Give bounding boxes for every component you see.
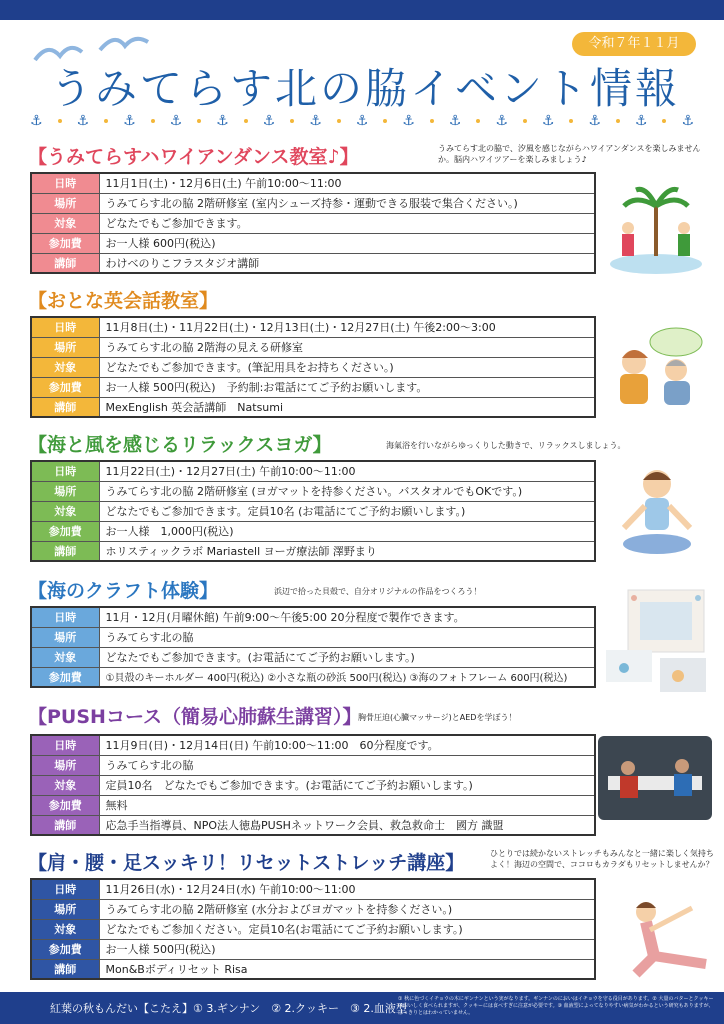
table-row [31, 173, 595, 193]
row-label: 日時 [31, 317, 99, 337]
event-table-push [30, 734, 596, 836]
row-label: 場所 [31, 193, 99, 213]
row-label: 日時 [31, 879, 99, 899]
shell-craft-photo [604, 588, 710, 696]
row-label: 講師 [31, 815, 99, 835]
row-label: 日時 [31, 461, 99, 481]
section-title-stretch: 【肩・腰・足スッキリ！リセットストレッチ講座】 [28, 852, 465, 874]
section-title-craft: 【海のクラフト体験】 [28, 580, 219, 602]
row-label: 場所 [31, 899, 99, 919]
table-row [31, 755, 595, 775]
row-label: 参加費 [31, 377, 99, 397]
table-row [31, 233, 595, 253]
table-row [31, 647, 595, 667]
table-row [31, 501, 595, 521]
event-table-craft [30, 606, 596, 688]
row-value: 11月8日(土)・11月22日(土)・12月13日(土)・12月27日(土) 午後2:00～3:00 [99, 317, 595, 337]
table-row [31, 253, 595, 273]
section-desc-stretch: ひとりでは続かないストレッチもみんなと一緒に楽しく気持ちよく！海辺の空間で、ココロもカラダもリセットしませんか？ [490, 849, 714, 869]
row-label: 日時 [31, 607, 99, 627]
table-row [31, 521, 595, 541]
page-title: うみてらす北の脇イベント情報 [49, 64, 680, 113]
row-label: 参加費 [31, 521, 99, 541]
table-row [31, 735, 595, 755]
row-label: 場所 [31, 627, 99, 647]
table-row [31, 959, 595, 979]
table-row [31, 481, 595, 501]
table-row [31, 667, 595, 687]
table-row [31, 879, 595, 899]
section-desc-push: 胸骨圧迫(心臓マッサージ)とAEDを学ぼう！ [358, 713, 517, 722]
row-label: 対象 [31, 647, 99, 667]
event-table-hawaiian [30, 172, 596, 274]
anchor-divider: ⚓ ⚓ ⚓ ⚓ ⚓ ⚓ ⚓ ⚓ ⚓ ⚓ ⚓ ⚓ ⚓ ⚓ ⚓ [30, 113, 694, 129]
row-value: 11月9日(日)・12月14日(日) 午前10:00～11:00 60分程度です。 [99, 735, 595, 755]
section-title-yoga: 【海と風を感じるリラックスヨガ】 [28, 434, 332, 456]
cpr-training-photo [598, 736, 712, 820]
row-value: 無料 [99, 795, 595, 815]
row-value: 応急手当指導員、NPO法人徳島PUSHネットワーク会員、救急救命士 國方 識盟 [99, 815, 595, 835]
row-label: 対象 [31, 501, 99, 521]
section-desc-yoga: 海氣浴を行いながらゆっくりした動きで、リラックスしましょう。 [386, 441, 626, 450]
row-value: お一人様 500円(税込) [99, 939, 595, 959]
table-row [31, 607, 595, 627]
row-value: わけべのりこフラスタジオ講師 [99, 253, 595, 273]
table-row [31, 377, 595, 397]
section-title-push: 【PUSHコース（簡易心肺蘇生講習）】 [28, 706, 362, 728]
row-label: 対象 [31, 357, 99, 377]
row-value: うみてらす北の脇 2階研修室 (水分およびヨガマットを持参ください。) [99, 899, 595, 919]
row-value: お一人様 1,000円(税込) [99, 521, 595, 541]
row-value: どなたでもご参加できます。 [99, 213, 595, 233]
event-table-stretch [30, 878, 596, 980]
row-value: ホリスティックラボ Mariastell ヨーガ療法師 澤野まり [99, 541, 595, 561]
row-value: お一人様 500円(税込) 予約制:お電話にてご予約お願いします。 [99, 377, 595, 397]
row-label: 場所 [31, 481, 99, 501]
row-value: どなたでもご参加できます。(筆記用具をお持ちください。) [99, 357, 595, 377]
table-row [31, 939, 595, 959]
row-label: 参加費 [31, 233, 99, 253]
table-row [31, 397, 595, 417]
table-row [31, 919, 595, 939]
row-label: 参加費 [31, 667, 99, 687]
table-row [31, 815, 595, 835]
table-row [31, 317, 595, 337]
row-label: 場所 [31, 755, 99, 775]
section-desc-craft: 浜辺で拾った貝殻で、自分オリジナルの作品をつくろう！ [274, 587, 482, 596]
row-value: 定員10名 どなたでもご参加できます。(お電話にてご予約お願いします。) [99, 775, 595, 795]
table-row [31, 461, 595, 481]
row-label: 講師 [31, 397, 99, 417]
row-label: 講師 [31, 253, 99, 273]
table-row [31, 627, 595, 647]
row-value: ①貝殻のキーホルダー 400円(税込) ②小さな瓶の砂浜 500円(税込) ③海のフォトフレーム 600円(税込) [99, 667, 595, 687]
row-label: 日時 [31, 735, 99, 755]
row-label: 日時 [31, 173, 99, 193]
top-bar [0, 0, 724, 20]
row-label: 対象 [31, 775, 99, 795]
row-value: 11月・12月(月曜休館) 午前9:00～午後5:00 20分程度で製作できます。 [99, 607, 595, 627]
event-table-english [30, 316, 596, 418]
table-row [31, 541, 595, 561]
row-label: 講師 [31, 541, 99, 561]
row-value: うみてらす北の脇 [99, 755, 595, 775]
stretch-pose-illustration [606, 890, 712, 986]
row-value: どなたでもご参加ください。定員10名(お電話にてご予約お願いします。) [99, 919, 595, 939]
row-label: 参加費 [31, 795, 99, 815]
hawaiian-dancers-illustration [606, 176, 706, 276]
english-conversation-illustration [604, 322, 708, 412]
table-row [31, 795, 595, 815]
date-badge: 令和７年１１月 [572, 32, 696, 56]
row-label: 対象 [31, 919, 99, 939]
section-title-english: 【おとな英会話教室】 [28, 290, 219, 312]
row-value: うみてらす北の脇 2階研修室 (ヨガマットを持参ください。バスタオルでもOKです。) [99, 481, 595, 501]
row-value: 11月1日(土)・12月6日(土) 午前10:00～11:00 [99, 173, 595, 193]
event-table-yoga [30, 460, 596, 562]
row-value: うみてらす北の脇 [99, 627, 595, 647]
quiz-answer: 紅葉の秋もんだい【こたえ】① 3.ギンナン ② 2.クッキー ③ 2.血液型 [50, 1002, 407, 1015]
row-value: うみてらす北の脇 2階研修室 (室内シューズ持参・運動できる服装で集合ください。) [99, 193, 595, 213]
table-row [31, 899, 595, 919]
row-value: お一人様 600円(税込) [99, 233, 595, 253]
quiz-notes: ① 秋に色づくイチョウの木にギンナンという実がなります。ギンナンのにおいはイチョウを守る役目があります。② 大量のバターとクッキーはおいしく食べられますが、クッキーには食べすぎに注意が必要です。③ 血液型によってなりやすい病気がわかるという研究もありますが、はっきりとはわかっていません。 [398, 996, 714, 1016]
row-value: MexEnglish 英会話講師 Natsumi [99, 397, 595, 417]
table-row [31, 337, 595, 357]
row-value: Mon&Bボディリセット Risa [99, 959, 595, 979]
row-label: 講師 [31, 959, 99, 979]
table-row [31, 213, 595, 233]
table-row [31, 357, 595, 377]
section-title-hawaiian: 【うみてらすハワイアンダンス教室♪】 [28, 146, 359, 168]
row-value: うみてらす北の脇 2階海の見える研修室 [99, 337, 595, 357]
footer-bar [0, 992, 724, 1024]
row-value: 11月22日(土)・12月27日(土) 午前10:00～11:00 [99, 461, 595, 481]
yoga-pose-illustration [612, 462, 702, 566]
table-row [31, 775, 595, 795]
row-label: 場所 [31, 337, 99, 357]
row-value: 11月26日(水)・12月24日(水) 午前10:00～11:00 [99, 879, 595, 899]
row-value: どなたでもご参加できます。(お電話にてご予約お願いします。) [99, 647, 595, 667]
section-desc-hawaiian: うみてらす北の脇で、汐風を感じながらハワイアンダンスを楽しみませんか。脳内ハワイツアーを楽しみましょう♪ [438, 144, 701, 164]
row-label: 参加費 [31, 939, 99, 959]
row-value: どなたでもご参加できます。定員10名 (お電話にてご予約お願いします。) [99, 501, 595, 521]
row-label: 対象 [31, 213, 99, 233]
table-row [31, 193, 595, 213]
